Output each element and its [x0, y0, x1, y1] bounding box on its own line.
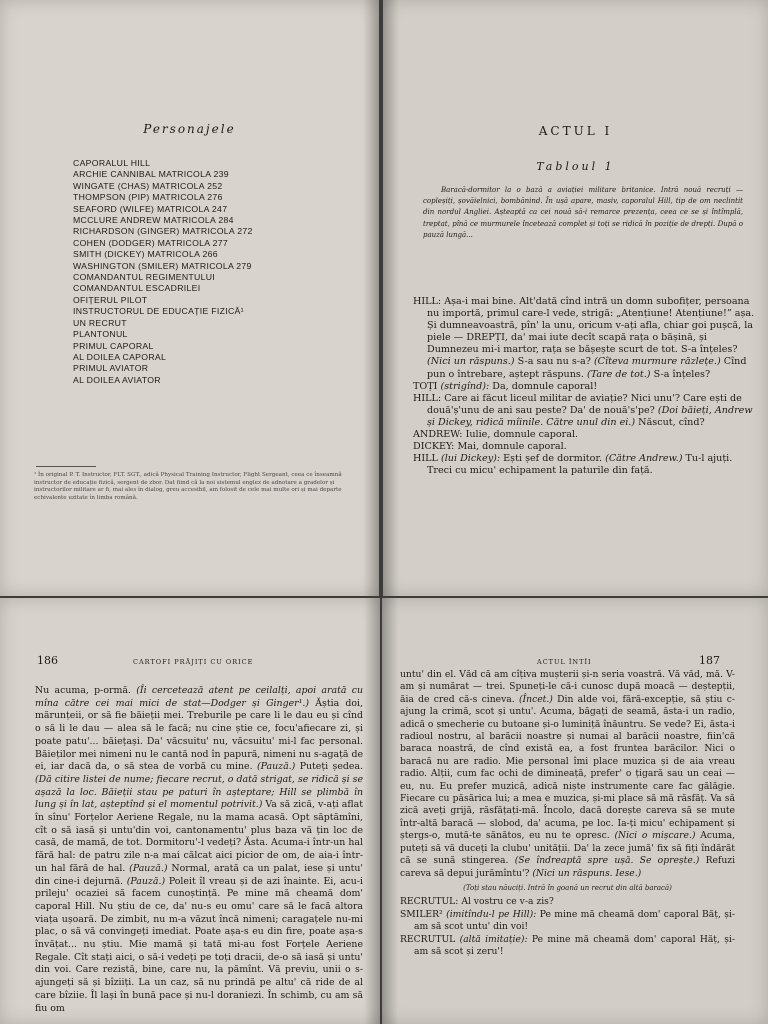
- speech: Refuzi careva să depui jurămîntu'?: [400, 855, 736, 879]
- cast-item: SEAFORD (WILFE) MATRICOLA 247: [73, 203, 228, 214]
- speaker: HILL: [413, 453, 438, 465]
- page-number: 187: [699, 654, 720, 667]
- cast-item: PRIMUL CAPORAL: [73, 340, 154, 351]
- cast-item: INSTRUCTORUL DE EDUCAȚIE FIZICĂ¹: [73, 306, 244, 317]
- dialogue-line: [413, 441, 758, 453]
- speaker: HILL:: [413, 296, 442, 307]
- speech: Născut, cînd?: [638, 416, 705, 428]
- dialogue-line: [400, 934, 735, 959]
- dialogue-line: [400, 909, 735, 934]
- speech: S-a înțeles?: [653, 368, 711, 380]
- speaker: ANDREW:: [413, 429, 463, 441]
- cast-item: PLANTONUL: [73, 329, 128, 340]
- dialogue: [413, 296, 758, 477]
- stage-note: (Doi băieți, Andrew și Dickey, ridică mîinile. Către unul din ei.): [427, 404, 753, 428]
- speech: Nu acuma, p-ormă.: [35, 685, 131, 696]
- cast-item: OFIȚERUL PILOT: [73, 294, 148, 305]
- stage-note: (Pauză.): [126, 875, 166, 887]
- dialogue-line: [413, 296, 758, 381]
- cast-list: [73, 158, 253, 386]
- speech: Mai, domnule caporal.: [457, 441, 567, 453]
- speaker: DICKEY:: [413, 441, 455, 453]
- speech: Ești șef de dormitor.: [503, 453, 603, 465]
- cast-item: CAPORALUL HILL: [73, 158, 151, 168]
- dialogue-line: [413, 429, 758, 441]
- speech: Din alde voi, fără-excepție, să știu c-ajung la crimă, scot și untu'. Acuma, băgați de seamă, ăsta-i un radio, adică o șmecherie cu butoane și-o luminiță înăuntru. Se vede? Ei, ăsta-i radioul nostru, al barăcii noastre și numai al barăcii noastre, fiin'că baraca noastră, de cînd există ea, a fost fruntea barăcilor. Nici o baracă nu are radio. Mie personal îmi place muzica și de aia vreau radio. Alții, cum fac ochi de dimineață, prefer' o țigară sau un ceai — eu, nu. Eu prefer muzică, adică niște instrumente care fac gălăgie. Fiecare cu păsărica lui; a mea e muzica, și-mi place să mă răsfăț. Va să zică aveți grijă, răsfățați-mă. Încolo, dacă dorește careva să se mute într-altă baracă — slobod, da' acuma, pe loc. Ia-ți micu' echipament și ștergs-o, mută-te sănătos, eu nu te opresc.: [400, 693, 736, 842]
- page-personaje: [0, 0, 379, 596]
- stage-note: (Nici un răspuns. Iese.): [532, 867, 642, 879]
- gutter-shadow: [364, 598, 380, 1024]
- cast-item: AL DOILEA CAPORAL: [73, 351, 167, 362]
- speaker: HILL:: [413, 392, 442, 404]
- body-text: [400, 669, 735, 958]
- running-head: ACTUL ÎNTÎI: [537, 658, 592, 666]
- speaker: RECRUTUL:: [400, 896, 459, 908]
- cast-item: COHEN (DODGER) MATRICOLA 277: [73, 237, 228, 248]
- act-title: ACTUL I: [538, 124, 613, 138]
- speech: Va să zică, v-ați aflat în sînu' Forțelor Aeriene Regale, nu la mama acasă. Opt săptămîni, cît o să iasă și untu'din voi, cantonamentu' plus baza vă țin loc de casă, de mamă, de tot. Dormitoru'-l vedeți? Ăsta. Acuma-i într-un hal fără hal: de patru zile n-a mai călcat aici picior de om, de aia-i într-un hal fără de hal.: [35, 799, 363, 874]
- speech: Poleit îl vreau și de azi înainte. Ei, acu-i prileju' ocaziei să facem cunoștință. Pe mine mă cheamă dom' caporal Hill. Nu știu de ce, da' nu-s eu omu' care să le facă altora viața ușoară. De zimbit, nu m-a văzut încă nimeni; caragațele nu-mi plac, o să vă convingeți imediat. Poate așa-s eu din fire, poate așa-s învățat... nu știu. Mie mamă și tată mi-au fost Forțele Aeriene Regale. Cît stați aici, o să-i vedeți pe toți dracii, de-o să iasă și untu' din voi. Care rezistă, bine, care nu, la pămînt. Vă previu, unii o s-ajungeți să și bîziiți. La un caz, să nu prindă pe altu' că ride de al care bîziie. Îl lași în bună pace și nu-l doraniezi. În schimb, cu am să fiu om: [35, 875, 364, 1014]
- footnote: ¹ În original P. T. Instructor, FLT. SGT., adică Physical Training Instructor, Flight Sergeant, ceea ce înseamnă instructor de educație fizică, sergent de zbor. Dat fiind că la noi sistemul englez de adnotare a gradelor și instructorilor militare ar fi, mai ales în dialog, greu accesibil, am folosit de cele mai multe ori și mai departe echivalente uzitate în limba română.: [34, 472, 342, 501]
- cast-item: WINGATE (CHAS) MATRICOLA 252: [73, 180, 223, 191]
- dialogue-line: [413, 393, 758, 429]
- stage-direction: Baracă-dormitor la o bază a aviației militare britanice. Intră nouă recruți — copleșiți, șovăielnici, bombănind. În ușă apare, masiv, caporalul Hill, tip de om neclintit din nordul Angliei. Așteaptă ca cei nouă să-i remarce prezența, ceea ce se și întîmplă, treptat, pînă ce murmurele încetează complet și toți se ridică în poziție de drepți. După o pauză lungă...: [423, 186, 743, 239]
- stage-note: (Cîteva murmure răzlețe.): [593, 356, 721, 368]
- speaker: TOȚI: [413, 380, 438, 392]
- speech: Tu-l ajuți. Treci cu micu' echipament la paturile din față.: [427, 453, 733, 477]
- speech: Al vostru ce v-a zis?: [461, 896, 554, 908]
- dialogue-line: [413, 453, 758, 477]
- speech: Ăștia doi, mărunțeii, or să fie băieții mei. Treburile pe care li le dau eu și cînd o să li le dau — alea să le facă; nu cine știe ce, focu'afiecare zi, și poate patu'... băiețași. Da' văcsuitu' nu, văcsuitu' mi-l fac personal. Băieților mei nimeni nu le cantă nod în papură, nimeni nu s-agață de ei, iar dacă da, o să stea de vorbă cu mine.: [35, 697, 364, 773]
- stage-note: (Pauză.): [129, 862, 168, 874]
- speech: Pe mine mă cheamă dom' caporal Băț, și-am să scot untu' din voi!: [414, 908, 736, 933]
- speech: Da, domnule caporal!: [492, 380, 598, 392]
- stage-note: (Dă citire listei de nume; fiecare recrut, o dată strigat, se ridică și se așază la loc. Băieții stau pe paturi în așteptare; Hill se plimbă în lung și în lat, așteptînd și el momentul potrivit.): [35, 773, 363, 811]
- stage-note: (Pauză.): [256, 761, 296, 773]
- running-head: CARTOFI PRĂJIȚI CU ORICE: [133, 658, 254, 666]
- personaje-heading: Personajele: [143, 122, 236, 136]
- body-text: [35, 685, 363, 1015]
- speech: S-a sau nu s-a?: [517, 356, 591, 368]
- paragraph: [35, 685, 363, 1015]
- stage-direction: (Toți stau năuciți. Intră în goană un recrut din altă baracă): [463, 883, 672, 892]
- speech: Puteți ședea.: [299, 761, 363, 773]
- stage-note: (strigînd):: [440, 380, 490, 392]
- stage-note: (Încet.): [518, 693, 553, 705]
- gutter-shadow: [382, 598, 398, 1024]
- gutter-shadow: [383, 0, 399, 596]
- stage-note: (lui Dickey):: [440, 453, 501, 465]
- gutter-shadow: [363, 0, 379, 596]
- speech: Așa-i mai bine. Alt'dată cînd intră un domn subofițer, persoana nu importă, primul care-l vede, strigă: „Atențiune! Atențiune!” așa. Și dumneavoastră, pîn' la unu, oricum v-ați afla, chiar goi pușcă, la piele — DREPȚI, da' mai iute decît scapă rața o bășină, și Dumnezeu mi-i martor, rața se bășește scurt de tot. S-a înțeles?: [427, 296, 755, 356]
- page-number: 186: [37, 654, 58, 667]
- footnote-rule: [36, 466, 96, 467]
- speech: Iulie, domnule caporal.: [465, 429, 579, 441]
- cast-item: PRIMUL AVIATOR: [73, 363, 149, 374]
- speaker: RECRUTUL: [400, 933, 456, 945]
- paragraph: [400, 669, 735, 880]
- cast-item: SMITH (DICKEY) MATRICOLA 266: [73, 249, 218, 260]
- cast-item: COMANDANTUL REGIMENTULUI: [73, 272, 216, 283]
- speech: Acuma, puteți să vă duceți la clubu' unității. Da' la zece jumă' fix să fiți îndărăt că se sună stingerea.: [400, 830, 736, 867]
- stage-note: (Către Andrew.): [605, 453, 683, 465]
- speaker: SMILER²: [400, 908, 443, 920]
- cast-item: ARCHIE CANNIBAL MATRICOLA 239: [73, 169, 229, 180]
- cast-item: THOMPSON (PIP) MATRICOLA 276: [73, 192, 223, 203]
- cast-item: AL DOILEA AVIATOR: [73, 374, 161, 385]
- page-actul-i: [383, 0, 768, 596]
- stage-note: (altă imitație):: [459, 933, 528, 945]
- cast-item: WASHINGTON (SMILER) MATRICOLA 279: [73, 260, 252, 271]
- cast-item: COMANDANTUL ESCADRILEI: [73, 283, 201, 294]
- stage-note: (Nici un răspuns.): [427, 356, 515, 368]
- speech: Normal, arată ca un palat, iese și untu' din cine-i dejurnă.: [35, 862, 364, 887]
- cast-item: RICHARDSON (GINGER) MATRICOLA 272: [73, 226, 253, 237]
- stage-note: (Nici o mișcare.): [614, 830, 696, 842]
- stage-note: (Îi cercetează atent pe ceilalți, apoi arată cu mîna către cei mai mici de stat—Dodger și Ginger¹.): [35, 685, 363, 709]
- stage-note: (Se îndreaptă spre ușă. Se oprește.): [514, 855, 700, 867]
- speech: Pe mine mă cheamă dom' caporal Hăț, și-am să scot și zeru'!: [414, 933, 735, 957]
- stage-note: (Tare de tot.): [586, 368, 651, 380]
- dialogue-line: [400, 896, 735, 908]
- cast-item: UN RECRUT: [73, 317, 127, 328]
- dialogue-line: [413, 381, 758, 393]
- stage-note: (imitîndu-l pe Hill):: [446, 908, 537, 920]
- tablou-title: Tabloul 1: [536, 160, 615, 173]
- cast-item: MCCLURE ANDREW MATRICOLA 284: [73, 215, 234, 226]
- speech: untu' din el. Văd că am cîțiva mușterii și-n seria voastră. Vă văd, mă. V-am și numărat — trei. Spuneți-le că-i cunosc după moacă — deștepții, ăia de cred că-s cineva.: [400, 669, 735, 705]
- speech: Cînd pun o întrebare, aștept răspuns.: [427, 356, 747, 380]
- speech: Care ai făcut liceul militar de aviație? Nici unu'? Care ești de două'ș'unu de ani sau peste? Da' de nouă's'pe?: [427, 392, 742, 416]
